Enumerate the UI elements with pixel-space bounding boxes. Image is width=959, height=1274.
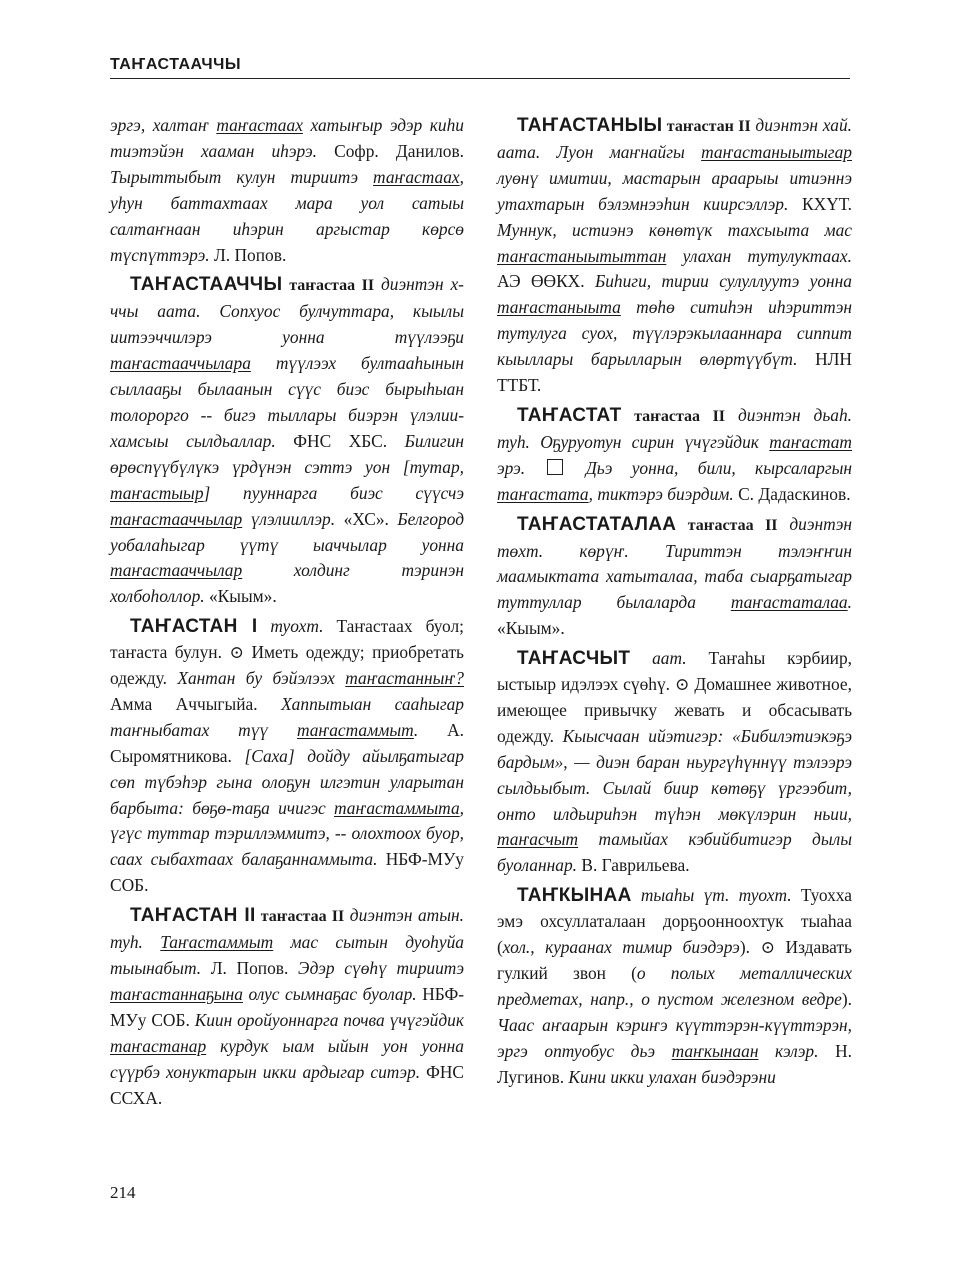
- dictionary-entry: [497, 646, 852, 879]
- example-text: диэнтэн х-ччы аата. Сопхуос булчуттара, кыылы иитээччилэрэ уонна түүлээҕи: [110, 274, 464, 348]
- plain-text: НЛН ТТБТ.: [497, 349, 852, 396]
- plain-text: ).: [841, 988, 852, 1009]
- underlined-term: таҥасчыт: [497, 829, 579, 850]
- example-text: Тырыттыбыт кулун тириитэ: [110, 166, 374, 187]
- example-text: Чаас аҥаарын кэриҥэ күүттэрэн-күүттэрэн, эргэ оптуобус дьэ: [497, 1014, 852, 1061]
- headword: ТАҤКЫНАА: [517, 885, 632, 907]
- dictionary-entry: [497, 512, 852, 643]
- plain-text: А. Сыромятникова.: [110, 719, 464, 766]
- example-text: , тиктэрэ биэрдим.: [588, 483, 739, 504]
- plain-text: Л. Попов.: [210, 958, 299, 978]
- example-text: төһө ситиһэн иһэриттэн тутулуга суох, түүлэрэкылааннара сиппит кыыллары барылларын өлөртүүбүт.: [497, 297, 852, 370]
- plain-text: НБФ-МУу СОБ.: [110, 983, 464, 1030]
- entry-body: [110, 274, 464, 606]
- headword: ТАҤАСЧЫТ: [517, 648, 631, 670]
- grammar-ref: таҥастаа II: [621, 407, 726, 425]
- entry-body: [497, 115, 852, 395]
- example-text: диэнтэн төхт. көрүҥ. Тириттэн тэлэҥҥин маамыктата хатыталаа, таба сыарҕатыгар туттуллар былаларда: [497, 513, 852, 613]
- plain-text: НБФ-МУу СОБ.: [110, 849, 464, 896]
- example-text: хатыҥыр эдэр киһи тиэтэйэн хааман иһэрэ.: [110, 115, 464, 161]
- dictionary-entry: [497, 403, 852, 508]
- plain-text: Софр. Данилов.: [334, 140, 464, 161]
- entry-body: [110, 616, 464, 895]
- plain-text: Иметь одежду; приобретать одежду.: [110, 642, 464, 689]
- example-text: курдук ыам ыйын уон уонна сүүрбэ хонуктарын икки ардыгар ситэр.: [110, 1035, 464, 1082]
- example-text: хол., кураанах тимир биэдэрэ: [502, 937, 740, 958]
- plain-text: Амма Аччыгыйа.: [110, 693, 282, 714]
- example-text: Хантан бу бэйэлээх: [177, 668, 346, 689]
- plain-text: Домашнее животное, имеющее привычку жевать и обсасывать одежду.: [497, 674, 852, 746]
- plain-text: Л. Попов.: [213, 244, 287, 265]
- underlined-term: таҥастаныыта: [497, 297, 621, 318]
- underlined-term: таҥастааччылар: [110, 560, 243, 581]
- example-text: , уһун баттахтаах мара уол сатыы салтаҥнаан иһэрин аргыстар көрсө түспүттэрэ.: [110, 166, 464, 265]
- plain-text: Туохха эмэ охсуллаталаан дорҕоонноохтук тыаһаа (: [497, 885, 852, 958]
- headword: ТАҤАСТАТАЛАА: [517, 513, 677, 535]
- right-column: [497, 113, 852, 1091]
- plain-text: ФНС ХБС.: [293, 430, 405, 451]
- dictionary-entry: [110, 272, 464, 610]
- example-text: Кыысчаан ийэтигэр: «Бибилэтиэкэҕэ бардым», — диэн баран ньургүһүннүү тэлээрэ сылдьыбыт. Сылай биир көтөҕү үргээбит, онто илдьириһэн түһэн мөкүлэрин ньии,: [497, 725, 852, 824]
- underlined-term: таҥастат: [769, 431, 852, 452]
- headword: ТАҤАСТАН II: [130, 905, 256, 927]
- example-text: эргэ, халтаҥ: [110, 115, 217, 135]
- underlined-term: Таҥастаммыт: [160, 932, 274, 953]
- example-text: эрэ.: [497, 457, 545, 478]
- underlined-term: таҥастата: [497, 483, 589, 504]
- dictionary-entry: [497, 113, 852, 399]
- running-header-title: ТАҤАСТААЧЧЫ: [110, 56, 242, 73]
- underlined-term: таҥастаталаа: [730, 592, 848, 613]
- example-text: Биһиги, тирии сулуллуутэ уонна: [594, 271, 852, 292]
- underlined-term: таҥастааччылар: [110, 508, 243, 529]
- example-text: Билигин өрөспүүбүлүкэ үрдүнэн сэттэ уон [тутар,: [110, 430, 465, 477]
- underlined-term: таҥастааччылара: [110, 353, 251, 374]
- plain-text: «Кыым».: [497, 618, 565, 639]
- example-text: Белгород уобалаһыгар үүтү ыаччылар уонна: [110, 508, 464, 555]
- plain-text: Н. Лугинов.: [497, 1040, 852, 1087]
- example-text: [Саха] дойду айылҕатыгар сөп түбэһэр гына олоҕун илгэтин уларытан барбыта: бөҕө-таҕа ичигэс: [110, 745, 464, 818]
- plain-text: Таҥастаах буол; таҥаста булун.: [110, 616, 464, 663]
- entry-body: [497, 648, 852, 875]
- headword: ТАҤАСТАНЫЫ: [517, 115, 663, 136]
- underlined-term: таҥастаныытыттан: [497, 245, 667, 266]
- example-text: мас сытын дуоһуйа тыынабыт.: [110, 932, 464, 978]
- example-text: Кини икки улахан биэдэрэни: [568, 1066, 776, 1087]
- example-text: олус сымнаҕас буолар.: [242, 983, 423, 1004]
- translation-marker-icon: ⊙: [760, 937, 776, 958]
- grammar-ref: таҥастаа II: [676, 516, 778, 534]
- example-text: Киин оройуоннарга почва үчүгэйдик: [194, 1009, 464, 1030]
- underlined-term: таҥастаах: [373, 166, 460, 187]
- entry-body: [497, 885, 852, 1086]
- headword: ТАҤАСТАН I: [130, 616, 258, 638]
- underlined-term: таҥастанар: [110, 1035, 207, 1056]
- dictionary-entry: [110, 903, 464, 1111]
- example-text: диэнтэн хай. аата. Луон маҥнайгы: [497, 115, 852, 162]
- grammar-ref: таҥастаа II: [255, 908, 345, 926]
- plain-text: «ХС».: [343, 508, 398, 529]
- example-text: луөнү имитии, мастарын араарыы итиэннэ утахтарын бэлэмнээһин киирсэллэр.: [497, 167, 852, 214]
- plain-text: В. Гаврильева.: [581, 855, 690, 876]
- plain-text: КХҮТ.: [802, 193, 852, 214]
- translation-marker-icon: ⊙: [674, 674, 690, 695]
- example-text: кэлэр.: [758, 1040, 836, 1061]
- example-text: диэнтэн дьаһ. туһ. Оҕуруотун сирин үчүгэйдик: [497, 404, 852, 452]
- headword: ТАҤАСТААЧЧЫ: [130, 274, 283, 296]
- entry-continuation: [110, 113, 464, 268]
- dictionary-entry: [110, 614, 464, 899]
- underlined-term: таҥастаах: [216, 115, 303, 135]
- headword: ТАҤАСТАТ: [517, 404, 622, 426]
- example-text: аат.: [630, 648, 709, 669]
- underlined-term: таҥастаннаҕына: [110, 983, 243, 1004]
- dictionary-entry: [497, 883, 852, 1090]
- left-column: [110, 113, 464, 1111]
- example-text: түүлээх бултааһынын сыллааҕы былаанын сүүс биэс бырыһыан толорорго -- бигэ тыллары биэрэн үлэлии-хамсыы сылдьаллар.: [110, 353, 464, 451]
- example-text: , үгүс туттар тэриллэммитэ, -- олохтоох буор, саах сыбахтаах балаҕаннаммыта.: [110, 797, 464, 870]
- example-text: улахан тутулуктаах.: [666, 245, 852, 266]
- example-text: тамыйах кэбийбитигэр дылы буоланнар.: [497, 829, 852, 876]
- underlined-term: таҥастаныытыгар: [701, 141, 852, 162]
- plain-text: Издавать гулкий звон (: [497, 937, 852, 983]
- entry-body: [110, 905, 464, 1107]
- underlined-term: таҥастыыр: [110, 482, 204, 503]
- plain-text: Таҥаһы кэрбиир, ыстыыр идэлээх сүөһү.: [497, 648, 852, 695]
- plain-text: «Кыым».: [208, 586, 277, 607]
- example-text: Эдэр сүөһү тириитэ: [298, 958, 465, 978]
- underlined-term: таҥастанныҥ?: [345, 668, 464, 689]
- grammar-ref: таҥастан II: [662, 118, 751, 135]
- plain-text: ).: [739, 937, 761, 958]
- example-text: Хаппытыан сааһыгар таҥныбатах түү: [110, 693, 464, 740]
- plain-text: С. Дадаскинов.: [738, 483, 851, 504]
- translation-marker-icon: ⊙: [229, 642, 244, 663]
- underlined-term: таҥкынаан: [671, 1040, 759, 1061]
- example-text: Дьэ уонна, били, кырсаларгын: [566, 457, 853, 478]
- example-text: тыаһы үт. туохт.: [631, 885, 801, 906]
- grammar-ref: таҥастаа II: [289, 277, 375, 295]
- example-text: ] пууннарга биэс сүүсчэ: [203, 482, 464, 503]
- example-text: туохт.: [257, 616, 337, 637]
- example-text: үлэлииллэр.: [242, 508, 344, 529]
- underlined-term: таҥастаммыта: [334, 797, 460, 818]
- plain-text: ФНС ССХА.: [110, 1061, 464, 1108]
- plain-text: АЭ ӨӨКХ.: [497, 271, 595, 292]
- example-text: .: [847, 592, 852, 613]
- running-header: [110, 56, 850, 79]
- underlined-term: таҥастаммыт: [296, 719, 414, 740]
- square-box-icon: [547, 459, 563, 475]
- example-text: Муннук, истиэнэ көнөтүк тахсыыта мас: [497, 219, 852, 240]
- example-text: диэнтэн атын. туһ.: [110, 905, 464, 953]
- example-text: холдинг тэринэн холбоһоллор.: [110, 560, 464, 607]
- page-number: 214: [110, 1183, 136, 1202]
- example-text: .: [413, 719, 448, 740]
- example-text: о полых металлических предметах, напр., о пустом железном ведре: [497, 963, 852, 1009]
